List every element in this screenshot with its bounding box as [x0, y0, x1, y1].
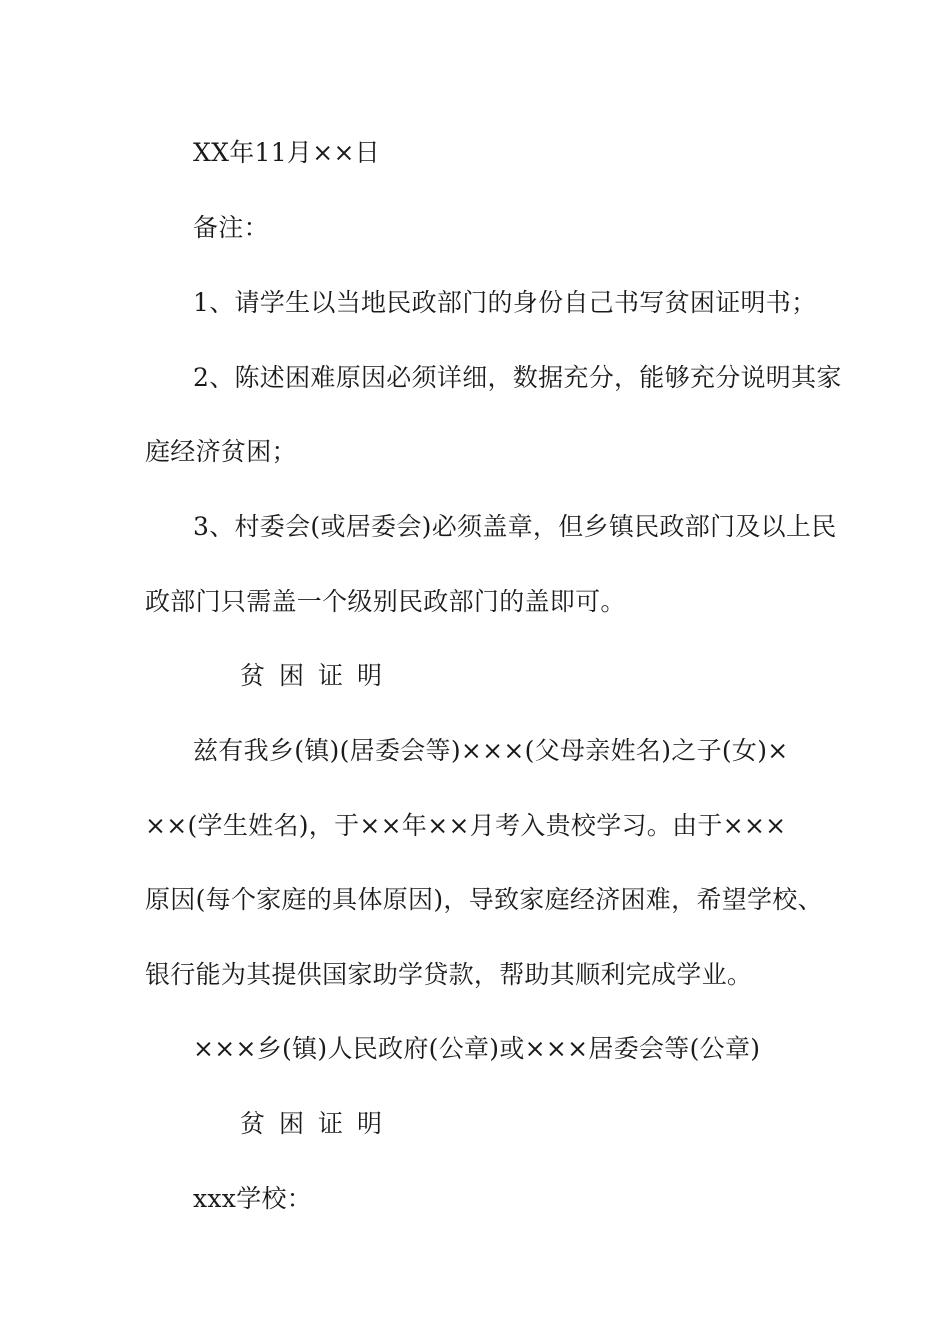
- remark-item-2: 2、陈述困难原因必须详细，数据充分，能够充分说明其家: [193, 363, 842, 392]
- certificate-body-line-3: 原因(每个家庭的具体原因)，导致家庭经济困难，希望学校、: [145, 885, 823, 914]
- certificate-body-line-1: 兹有我乡(镇)(居委会等)×××(父母亲姓名)之子(女)×: [193, 736, 789, 765]
- certificate-body-line-4: 银行能为其提供国家助学贷款，帮助其顺利完成学业。: [145, 960, 753, 989]
- remark-item-3: 3、村委会(或居委会)必须盖章，但乡镇民政部门及以上民: [193, 512, 837, 541]
- remark-item-1: 1、请学生以当地民政部门的身份自己书写贫困证明书；: [193, 288, 817, 317]
- date-line: XX年11月××日: [193, 138, 381, 167]
- certificate-title-second: 贫困证明: [240, 1109, 397, 1138]
- remarks-heading: 备注：: [193, 213, 269, 242]
- certificate-body-line-2: ××(学生姓名)，于××年××月考入贵校学习。由于×××: [145, 811, 787, 840]
- school-salutation: xxx学校：: [193, 1184, 313, 1213]
- certificate-title: 贫困证明: [240, 661, 397, 690]
- issuer-seal-line: ×××乡(镇)人民政府(公章)或×××居委会等(公章): [193, 1034, 761, 1063]
- remark-item-3-continued: 政部门只需盖一个级别民政部门的盖即可。: [145, 587, 626, 616]
- remark-item-2-continued: 庭经济贫困；: [145, 437, 297, 466]
